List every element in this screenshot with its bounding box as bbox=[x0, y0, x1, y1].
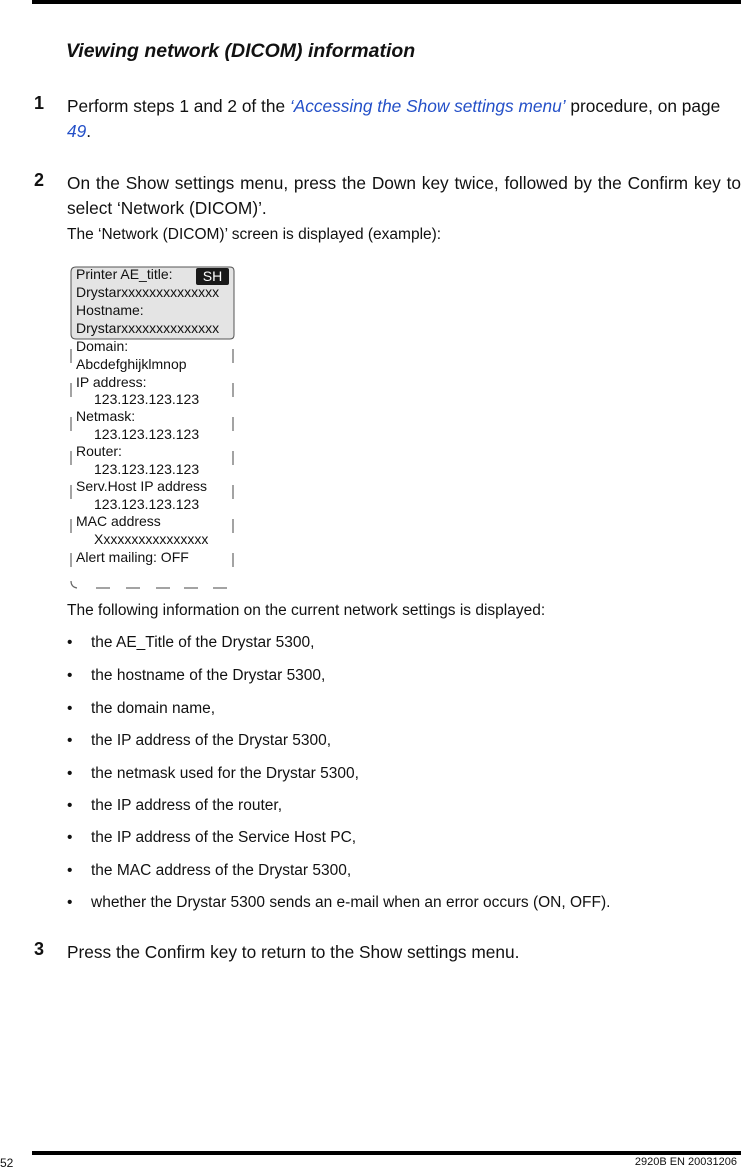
document-id: 2920B EN 20031206 bbox=[634, 1156, 737, 1168]
step-1-text bbox=[67, 94, 741, 144]
sh-badge: SH bbox=[196, 268, 229, 285]
screen-line: 123.123.123.123 bbox=[94, 426, 200, 442]
bullet-icon: • bbox=[67, 894, 73, 911]
screen-line: Drystarxxxxxxxxxxxxxx bbox=[76, 320, 220, 336]
step-1-text-after: . bbox=[86, 121, 92, 141]
bullet-icon: • bbox=[67, 862, 73, 879]
list-item-text: the domain name, bbox=[91, 700, 216, 717]
screen-line: 123.123.123.123 bbox=[94, 391, 200, 407]
network-screen-display bbox=[68, 265, 236, 591]
bullet-icon: • bbox=[67, 765, 73, 782]
screen-line: Printer AE_title: bbox=[76, 266, 173, 282]
screen-line: Router: bbox=[76, 443, 122, 459]
screen-line: Netmask: bbox=[76, 408, 136, 424]
screen-line: Alert mailing: OFF bbox=[76, 549, 189, 565]
section-title: Viewing network (DICOM) information bbox=[66, 40, 416, 62]
screen-caption: The ‘Network (DICOM)’ screen is displayed (example): bbox=[67, 226, 442, 243]
step-1-text-before: Perform steps 1 and 2 of the bbox=[67, 96, 290, 116]
bottom-rule bbox=[32, 1151, 741, 1155]
bullet-icon: • bbox=[67, 732, 73, 749]
step-1-number: 1 bbox=[34, 93, 45, 113]
step-2-number: 2 bbox=[34, 170, 45, 190]
info-intro: The following information on the current network settings is displayed: bbox=[67, 602, 546, 619]
screen-line: 123.123.123.123 bbox=[94, 461, 200, 477]
screen-line: Drystarxxxxxxxxxxxxxx bbox=[76, 284, 220, 300]
list-item-text: whether the Drystar 5300 sends an e-mail when an error occurs (ON, OFF). bbox=[91, 894, 611, 911]
list-item-text: the IP address of the Service Host PC, bbox=[91, 829, 357, 846]
bullet-icon: • bbox=[67, 700, 73, 717]
bullet-icon: • bbox=[67, 667, 73, 684]
procedure-link[interactable]: ‘Accessing the Show settings menu’ bbox=[289, 96, 566, 116]
top-rule bbox=[32, 0, 741, 4]
screen-line: IP address: bbox=[76, 374, 147, 390]
step-3-text: Press the Confirm key to return to the Show settings menu. bbox=[67, 942, 520, 962]
screen-line: 123.123.123.123 bbox=[94, 496, 200, 512]
list-item-text: the IP address of the router, bbox=[91, 797, 283, 814]
list-item-text: the IP address of the Drystar 5300, bbox=[91, 732, 332, 749]
page-link[interactable]: 49 bbox=[67, 121, 87, 141]
list-item-text: the AE_Title of the Drystar 5300, bbox=[91, 634, 315, 651]
page-number: 52 bbox=[0, 1156, 14, 1170]
step-1-text-mid: procedure, on page bbox=[565, 96, 721, 116]
bullet-icon: • bbox=[67, 829, 73, 846]
screen-line: Xxxxxxxxxxxxxxxx bbox=[94, 531, 209, 547]
list-item-text: the MAC address of the Drystar 5300, bbox=[91, 862, 352, 879]
list-item-text: the hostname of the Drystar 5300, bbox=[91, 667, 326, 684]
bullet-icon: • bbox=[67, 634, 73, 651]
bullet-icon: • bbox=[67, 797, 73, 814]
step-2-text: On the Show settings menu, press the Down key twice, followed by the Confirm key to select ‘Network (DICOM)’. bbox=[67, 173, 741, 218]
screen-line: Abcdefghijklmnop bbox=[76, 356, 187, 372]
step-3-number: 3 bbox=[34, 939, 45, 959]
screen-line: Hostname: bbox=[76, 302, 144, 318]
screen-line: Domain: bbox=[76, 338, 129, 354]
screen-line: MAC address bbox=[76, 513, 161, 529]
list-item-text: the netmask used for the Drystar 5300, bbox=[91, 765, 359, 782]
screen-line: Serv.Host IP address bbox=[76, 478, 207, 494]
